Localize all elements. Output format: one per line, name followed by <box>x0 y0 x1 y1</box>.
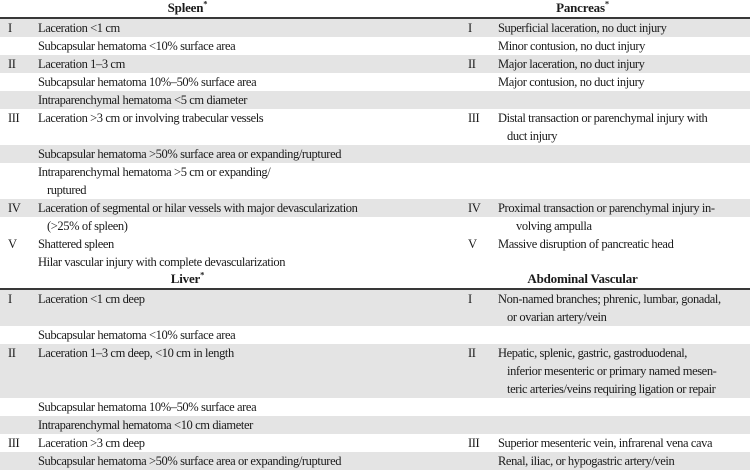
right-grade-cell <box>450 326 498 344</box>
abdominal-vascular-header <box>375 271 750 288</box>
right-grade-cell: III <box>468 436 480 450</box>
right-description-cell <box>498 253 750 271</box>
right-description-cell: Minor contusion, no duct injury <box>498 39 645 53</box>
liver-header-asterisk: * <box>200 269 205 280</box>
left-grade-cell <box>0 91 38 109</box>
left-description-cell: Subcapsular hematoma >50% surface area or expanding/ruptured <box>38 147 342 161</box>
left-grade-cell <box>0 253 38 271</box>
left-grade-cell <box>0 127 38 145</box>
spleen-pancreas-body <box>0 19 750 271</box>
right-description-cell: Superior mesenteric vein, infrarenal vena cava <box>498 436 713 450</box>
left-grade-cell: I <box>8 292 12 306</box>
left-grade-cell <box>0 163 38 181</box>
right-description-cell: Major contusion, no duct injury <box>498 75 645 89</box>
table-line <box>0 199 750 217</box>
left-description-cell <box>38 127 450 145</box>
right-grade-cell <box>450 452 498 470</box>
left-description-cell: Subcapsular hematoma <10% surface area <box>38 39 236 53</box>
right-grade-cell <box>450 73 498 91</box>
table-line <box>0 253 750 271</box>
right-description-cell: duct injury <box>507 129 558 143</box>
pancreas-header-asterisk: * <box>604 0 609 9</box>
table-line <box>0 37 750 55</box>
table-line <box>0 145 750 163</box>
right-description-cell: Proximal transaction or parenchymal injury in- <box>498 201 715 215</box>
table-line <box>0 344 750 362</box>
left-description-cell <box>38 380 450 398</box>
left-grade-cell <box>0 217 38 235</box>
right-grade-cell <box>450 380 498 398</box>
right-grade-cell <box>450 145 498 163</box>
left-grade-cell <box>0 181 38 199</box>
left-description-cell: Subcapsular hematoma >50% surface area or expanding/ruptured <box>38 454 342 468</box>
left-description-cell: Laceration >3 cm or involving trabecular vessels <box>38 111 264 125</box>
left-description-cell: Intraparenchymal hematoma >5 cm or expanding/ <box>38 165 271 179</box>
table-line <box>0 434 750 452</box>
right-grade-cell <box>450 91 498 109</box>
left-description-cell: Shattered spleen <box>38 237 114 251</box>
right-grade-cell <box>459 181 507 199</box>
liver-header <box>0 271 375 288</box>
abdominal-vascular-header-label: Abdominal Vascular <box>527 271 638 286</box>
table-line <box>0 163 750 181</box>
left-description-cell: Subcapsular hematoma <10% surface area <box>38 328 236 342</box>
right-description-cell: Major laceration, no duct injury <box>498 57 645 71</box>
left-description-cell <box>38 308 450 326</box>
right-grade-cell: IV <box>468 201 481 215</box>
right-description-cell: Superficial laceration, no duct injury <box>498 21 667 35</box>
right-grade-cell <box>450 253 498 271</box>
right-grade-cell <box>450 398 498 416</box>
table-line <box>0 109 750 127</box>
spleen-pancreas-header-row <box>0 0 750 19</box>
right-grade-cell <box>450 416 498 434</box>
left-grade-cell <box>0 452 38 470</box>
left-description-cell: Laceration >3 cm deep <box>38 436 145 450</box>
right-grade-cell <box>450 163 498 181</box>
left-description-cell: Laceration 1–3 cm <box>38 57 125 71</box>
table-line <box>0 398 750 416</box>
right-grade-cell: II <box>468 346 476 360</box>
left-description-cell: Laceration of segmental or hilar vessels with major devascularization <box>38 201 358 215</box>
left-grade-cell: II <box>8 346 16 360</box>
left-grade-cell <box>0 37 38 55</box>
right-grade-cell <box>450 362 498 380</box>
liver-header-label: Liver <box>170 271 201 286</box>
liver-vascular-header-row <box>0 271 750 290</box>
table-line <box>0 91 750 109</box>
spleen-header <box>0 0 375 17</box>
right-grade-cell: II <box>468 57 476 71</box>
left-description-cell <box>38 362 450 380</box>
right-description-cell: volving ampulla <box>516 219 592 233</box>
left-grade-cell <box>0 73 38 91</box>
right-grade-cell: III <box>468 111 480 125</box>
right-description-cell: inferior mesenteric or primary named mesen- <box>507 364 717 378</box>
right-grade-cell: V <box>468 237 477 251</box>
left-grade-cell <box>0 362 38 380</box>
left-grade-cell: I <box>8 21 12 35</box>
right-grade-cell: I <box>468 21 472 35</box>
left-grade-cell <box>0 380 38 398</box>
left-grade-cell <box>0 145 38 163</box>
liver-vascular-table <box>0 271 750 470</box>
left-description-cell: Subcapsular hematoma 10%–50% surface area <box>38 400 257 414</box>
right-grade-cell <box>450 308 498 326</box>
right-description-cell: Renal, iliac, or hypogastric artery/vein <box>498 454 675 468</box>
right-description-cell <box>498 326 750 344</box>
left-grade-cell <box>0 398 38 416</box>
left-description-cell: Intraparenchymal hematoma <5 cm diameter <box>38 93 248 107</box>
table-line <box>0 181 750 199</box>
right-description-cell <box>507 181 750 199</box>
spleen-header-asterisk: * <box>203 0 208 9</box>
pancreas-header <box>375 0 750 17</box>
left-description-cell: Intraparenchymal hematoma <10 cm diameter <box>38 418 253 432</box>
left-grade-cell: III <box>8 436 20 450</box>
table-line <box>0 127 750 145</box>
right-grade-cell <box>450 127 498 145</box>
left-grade-cell <box>0 308 38 326</box>
right-description-cell <box>498 416 750 434</box>
left-grade-cell: IV <box>8 201 21 215</box>
table-line <box>0 308 750 326</box>
spleen-header-label: Spleen <box>167 0 204 15</box>
left-description-cell: Hilar vascular injury with complete devascularization <box>38 255 286 269</box>
right-description-cell: Hepatic, splenic, gastric, gastroduodenal, <box>498 346 688 360</box>
table-line <box>0 326 750 344</box>
table-line <box>0 290 750 308</box>
table-line <box>0 416 750 434</box>
right-description-cell: teric arteries/veins requiring ligation or repair <box>507 382 716 396</box>
table-line <box>0 55 750 73</box>
pancreas-header-label: Pancreas <box>556 0 605 15</box>
right-description-cell <box>498 163 750 181</box>
left-description-cell: Laceration <1 cm <box>38 21 120 35</box>
table-line <box>0 73 750 91</box>
left-grade-cell: III <box>8 111 20 125</box>
left-description-cell: Subcapsular hematoma 10%–50% surface area <box>38 75 257 89</box>
right-grade-cell: I <box>468 292 472 306</box>
right-description-cell: or ovarian artery/vein <box>507 310 607 324</box>
right-description-cell: Distal transaction or parenchymal injury with <box>498 111 708 125</box>
left-description-cell: (>25% of spleen) <box>47 219 128 233</box>
right-description-cell <box>498 91 750 109</box>
left-grade-cell: II <box>8 57 16 71</box>
right-description-cell <box>498 145 750 163</box>
liver-vascular-body <box>0 290 750 470</box>
table-line <box>0 452 750 470</box>
table-line <box>0 217 750 235</box>
right-description-cell <box>498 398 750 416</box>
right-grade-cell <box>459 217 507 235</box>
right-description-cell: Non-named branches; phrenic, lumbar, gonadal, <box>498 292 721 306</box>
right-description-cell: Massive disruption of pancreatic head <box>498 237 674 251</box>
left-description-cell: Laceration <1 cm deep <box>38 292 145 306</box>
table-line <box>0 235 750 253</box>
left-description-cell: Laceration 1–3 cm deep, <10 cm in length <box>38 346 234 360</box>
table-line <box>0 19 750 37</box>
left-grade-cell: V <box>8 237 17 251</box>
table-line <box>0 380 750 398</box>
left-grade-cell <box>0 326 38 344</box>
table-line <box>0 362 750 380</box>
right-grade-cell <box>450 37 498 55</box>
left-grade-cell <box>0 416 38 434</box>
left-description-cell: ruptured <box>47 183 87 197</box>
